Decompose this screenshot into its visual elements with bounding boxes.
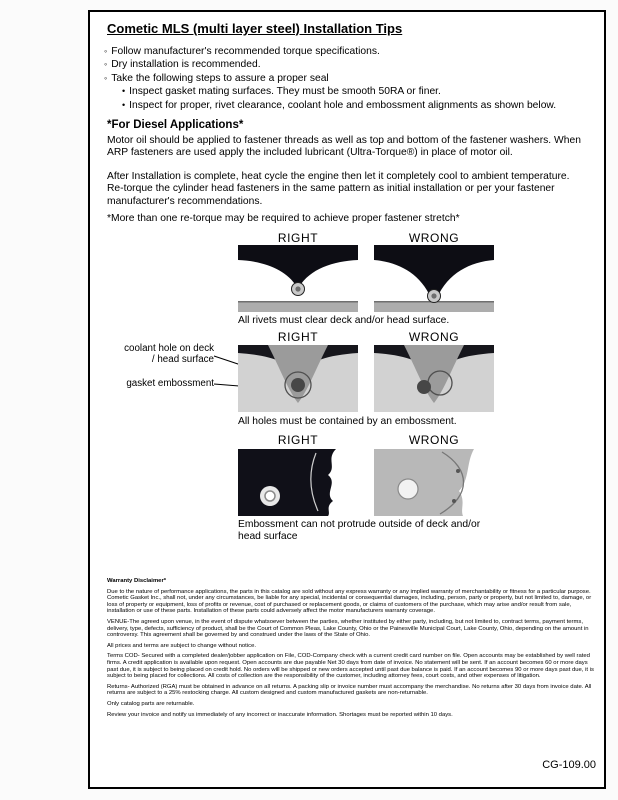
rivet-clearance-correct-graphic bbox=[238, 245, 358, 312]
tip-text: Follow manufacturer's recommended torque specifications. bbox=[111, 46, 380, 57]
diesel-applications-heading: *For Diesel Applications* bbox=[107, 119, 244, 131]
installation-tips-list bbox=[104, 45, 584, 112]
diagram-rivet-wrong bbox=[374, 245, 494, 312]
hollow-bullet-icon: ◦ bbox=[104, 72, 108, 83]
diagram-embossment-right bbox=[238, 345, 358, 412]
embossment-inside-correct-graphic bbox=[238, 449, 358, 516]
tip-text: Inspect for proper, rivet clearance, coolant hole and embossment alignments as shown below. bbox=[129, 99, 557, 111]
document-page bbox=[88, 10, 606, 789]
right-label: RIGHT bbox=[277, 231, 319, 245]
rivet-clearance-incorrect-graphic bbox=[374, 245, 494, 312]
warranty-heading: Warranty Disclaimer* bbox=[107, 578, 167, 584]
warranty-paragraph: VENUE-The agreed upon venue, in the event of dispute whatsoever between the parties, whether instituted by either party, including, but not limited to, contract terms, payment terms, delivery, type, defects, sufficiency of product, shall be the Court of Common Pleas, Lake County, Ohio or the Painesville Municipal Court, Lake County, Ohio, depending on the amount in controversy. This agreement shall be governed by and construed under the laws of the State of Ohio. bbox=[107, 618, 589, 639]
document-code: CG-109.00 bbox=[542, 759, 596, 771]
diagram-protrusion-right bbox=[238, 449, 358, 516]
row1-caption: All rivets must clear deck and/or head surface. bbox=[238, 315, 450, 326]
wrong-label: WRONG bbox=[408, 330, 460, 344]
row2-caption: All holes must be contained by an embossment. bbox=[238, 416, 457, 427]
wrong-label: WRONG bbox=[408, 433, 460, 447]
wrong-label: WRONG bbox=[408, 231, 460, 245]
warranty-paragraph: Terms COD- Secured with a completed dealer/jobber application on File, COD-Company check with a current credit card number on file. Open accounts may be established by well rated firms. A credit application is available upon request. Open accounts are due payable Net 30 days from date of invoice. No statement will be sent. If an account becomes 60 or more days past due, it is subject to being placed on credit hold. No orders will be shipped or new orders accepted until past due balance is paid. If an account becomes 90 or more days past due, it is subject to being placed for collections. All costs of collection are the responsibility of the customer, including attorney fees, court costs, and other expenses of litigation. bbox=[107, 653, 594, 680]
diagram-embossment-wrong bbox=[374, 345, 494, 412]
diesel-paragraph-2: After Installation is complete, heat cycle the engine then let it completely cool to ambient temperature. Re-torque the cylinder head fasteners in the same pattern as initial installation or per your fastener manufacturer's recommendations. bbox=[107, 171, 570, 207]
tip-text: Dry installation is recommended. bbox=[111, 59, 261, 71]
tip-text: Inspect gasket mating surfaces. They must be smooth 50RA or finer. bbox=[129, 86, 441, 98]
right-label: RIGHT bbox=[277, 330, 319, 344]
tip-text: Take the following steps to assure a proper seal bbox=[111, 72, 329, 84]
warranty-paragraph: Returns- Authorized (RGA) must be obtained in advance on all returns. A packing slip or invoice number must accompany the merchandise. No returns after 30 days from invoice date. All returns are subject to a 25% restocking charge. All custom designed and custom manufactured gaskets are non-returnable. bbox=[107, 683, 592, 697]
list-sub-item bbox=[122, 99, 584, 112]
right-label: RIGHT bbox=[277, 433, 319, 447]
hole-contained-incorrect-graphic bbox=[374, 345, 494, 412]
row3-caption: Embossment can not protrude outside of deck and/or head surface bbox=[238, 519, 481, 542]
hollow-bullet-icon: ◦ bbox=[104, 46, 108, 56]
hollow-bullet-icon: ◦ bbox=[104, 59, 108, 70]
warranty-paragraph: Review your invoice and notify us immediately of any incorrect or inaccurate information. Shortages must be reported within 10 days. bbox=[107, 711, 453, 718]
list-item bbox=[104, 58, 584, 71]
diagram-protrusion-wrong bbox=[374, 449, 494, 516]
bullet-icon: • bbox=[122, 99, 126, 110]
hole-contained-correct-graphic bbox=[238, 345, 358, 412]
warranty-paragraph: Only catalog parts are returnable. bbox=[107, 700, 195, 707]
diagram-rivet-right bbox=[238, 245, 358, 312]
warranty-paragraph: Due to the nature of performance applications, the parts in this catalog are sold without any express warranty or any implied warranty of merchantability or fitness for a particular purpose. Cometic Gasket Inc., shall not, under any circumstances, be liable for any special, incidental or consequential damages, including, person, party or property, but not limited to, damage, or loss of property or equipment, loss of profits or revenue, cost of purchased or replacement goods, or claims of customers of the purchase, which may arise and/or result from sale, installation or use of these parts. Installation of these parts could adversely affect the motor manufacturers warranty coverage. bbox=[107, 588, 592, 615]
list-item bbox=[104, 45, 584, 58]
retorque-note: *More than one re-torque may be required to achieve proper fastener stretch* bbox=[107, 213, 460, 224]
gasket-embossment-label: gasket embossment bbox=[126, 378, 214, 389]
list-item bbox=[104, 72, 584, 85]
coolant-hole-label: coolant hole on deck / head surface bbox=[124, 343, 214, 365]
warranty-disclaimer bbox=[107, 578, 596, 722]
warranty-paragraph: All prices and terms are subject to change without notice. bbox=[107, 642, 256, 649]
bullet-icon: • bbox=[122, 86, 126, 97]
embossment-protruding-incorrect-graphic bbox=[374, 449, 494, 516]
page-title: Cometic MLS (multi layer steel) Installation Tips bbox=[107, 21, 403, 36]
list-sub-item bbox=[122, 85, 584, 98]
diesel-paragraph-1: Motor oil should be applied to fastener threads as well as top and bottom of the fastener washers. When ARP fasteners are used apply the included lubricant (Ultra-Torque®) in place of motor oil. bbox=[107, 135, 581, 159]
